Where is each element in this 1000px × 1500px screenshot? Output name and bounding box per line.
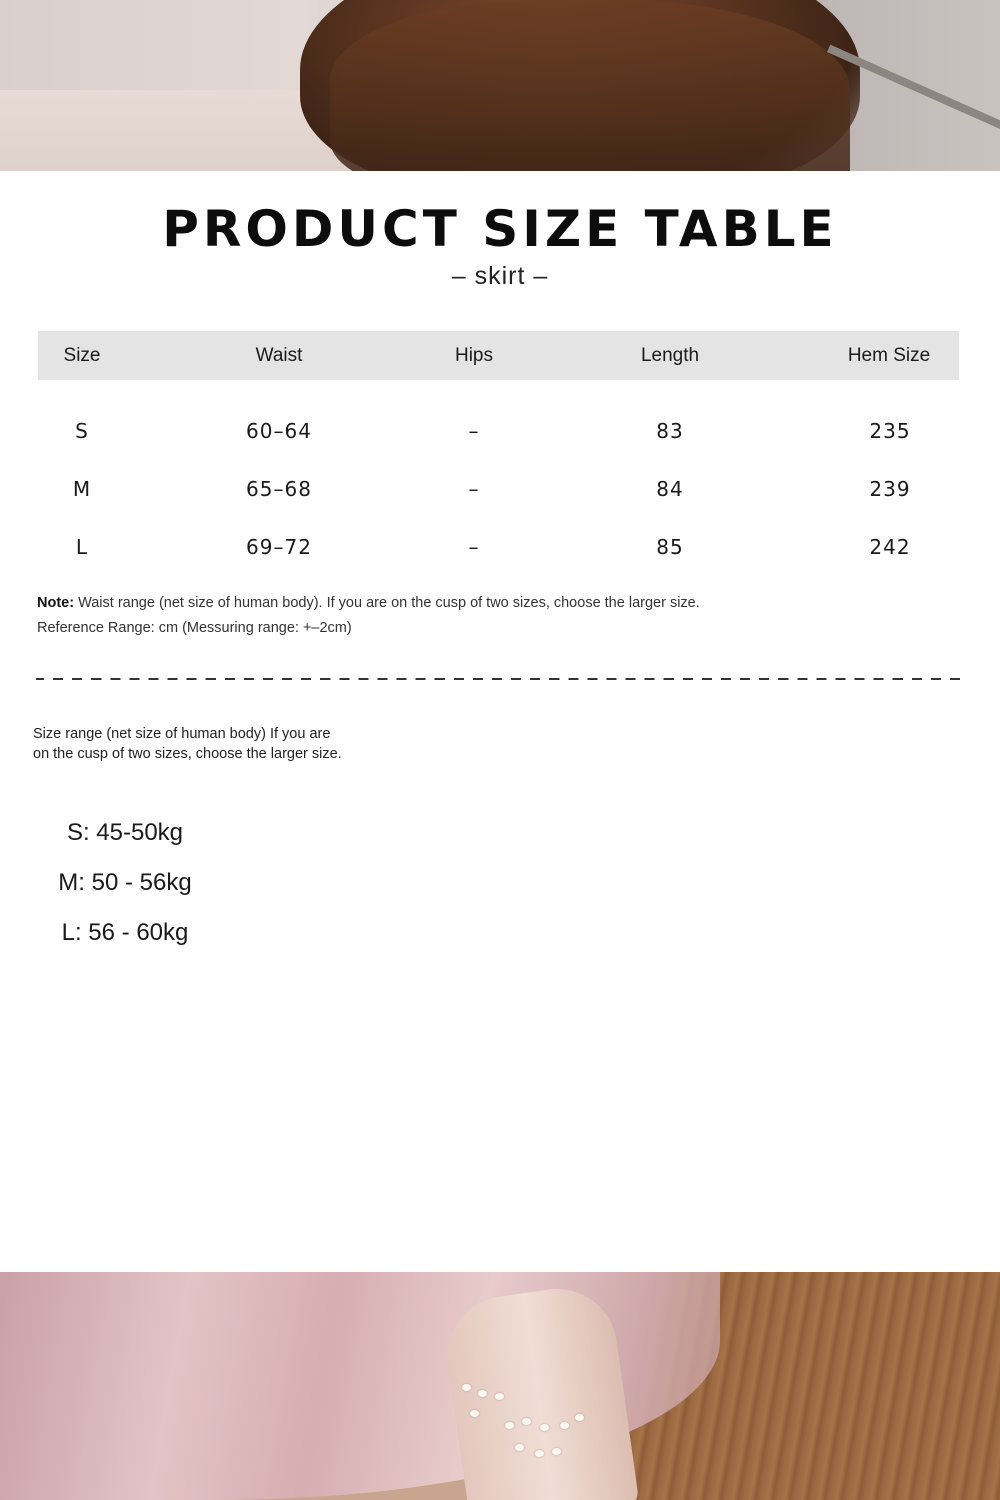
note-label: Note: <box>37 595 75 611</box>
cell-size: L <box>75 535 89 559</box>
weight-guide-intro-line1: Size range (net size of human body) If you are <box>33 726 331 742</box>
page-subtitle: – skirt – <box>451 262 549 290</box>
model-photo-bottom <box>0 1272 1000 1500</box>
dashed-divider <box>36 678 960 680</box>
cell-hem-size: 239 <box>869 477 911 501</box>
size-table-header <box>38 331 959 380</box>
weight-item-m: M: 50 - 56kg <box>58 869 192 896</box>
reference-range: Reference Range: cm (Messuring range: +–2cm) <box>37 620 352 636</box>
cell-waist: 69–72 <box>246 535 312 559</box>
weight-item-l: L: 56 - 60kg <box>61 919 189 946</box>
cell-length: 84 <box>656 477 684 501</box>
table-row <box>38 411 959 451</box>
table-row <box>38 469 959 509</box>
cell-hem-size: 242 <box>869 535 911 559</box>
page-title: PRODUCT SIZE TABLE <box>162 200 838 258</box>
cell-size: M <box>72 477 92 501</box>
cell-hips: – <box>468 419 480 443</box>
cell-size: S <box>75 419 89 443</box>
size-note <box>37 595 967 611</box>
cell-hem-size: 235 <box>869 419 911 443</box>
weight-item-s: S: 45-50kg <box>66 819 184 846</box>
col-header-hips: Hips <box>454 345 494 366</box>
col-header-length: Length <box>640 345 700 366</box>
weight-guide-intro-line2: on the cusp of two sizes, choose the larger size. <box>33 746 342 762</box>
table-row <box>38 527 959 567</box>
model-photo-top <box>0 0 1000 171</box>
cell-hips: – <box>468 535 480 559</box>
col-header-size: Size <box>63 345 101 366</box>
cell-length: 83 <box>656 419 684 443</box>
note-text: Waist range (net size of human body). If you are on the cusp of two sizes, choose the larger size. <box>74 595 700 611</box>
col-header-hem-size: Hem Size <box>847 345 931 366</box>
cell-waist: 65–68 <box>246 477 312 501</box>
photo-hair-highlight <box>330 0 850 171</box>
col-header-waist: Waist <box>255 345 303 366</box>
cell-hips: – <box>468 477 480 501</box>
cell-length: 85 <box>656 535 684 559</box>
cell-waist: 60–64 <box>246 419 312 443</box>
